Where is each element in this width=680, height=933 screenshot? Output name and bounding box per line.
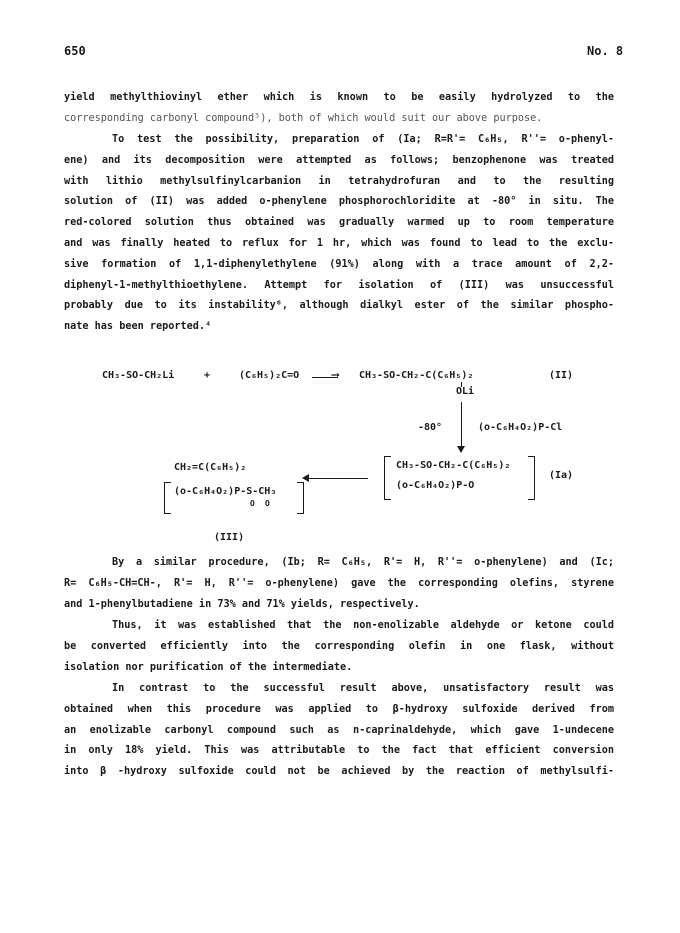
arrow-left-shaft [306, 478, 368, 479]
text-line: be converted efficiently into the corresponding olefin in one flask, without [64, 640, 614, 652]
bracket-left-III [164, 482, 171, 514]
compound-III: (o-C₆H₄O₂)P-S-CH₃ [174, 486, 277, 497]
bracket-right [528, 456, 535, 500]
text-line: and 1-phenylbutadiene in 73% and 71% yields, respectively. [64, 598, 420, 610]
bracket-left [384, 456, 391, 500]
label-Ia: (Ia) [549, 470, 574, 481]
iii-oxygen-2: O [265, 499, 270, 508]
arrow-down-shaft [461, 402, 462, 448]
text-line: By a similar procedure, (Ib; R= C₆H₅, R'= H, R''= o-phenylene) and (Ic; [112, 557, 614, 568]
text-line: and was finally heated to reflux for 1 hr, which was found to lead to the exclu- [64, 237, 614, 249]
paragraph-1 [64, 88, 614, 130]
text-line: into β -hydroxy sulfoxide could not be achieved by the reaction of methylsulfi- [64, 766, 614, 778]
text-line: with lithio methylsulfinylcarbanion in tetrahydrofuran and to the resulting [64, 175, 614, 187]
text-line: isolation nor purification of the intermediate. [64, 661, 353, 673]
issue-number: No. 8 [587, 44, 624, 58]
arrow-shaft-1 [312, 377, 338, 378]
olefin-product: CH₂=C(C₆H₅)₂ [174, 462, 247, 473]
reactant-lithio: CH₃-SO-CH₂Li [102, 370, 175, 381]
temperature-label: -80° [418, 422, 443, 433]
text-line: To test the possibility, preparation of (Ia; R=R'= C₆H₅, R''= o-phenyl- [112, 134, 614, 145]
reaction-scheme [64, 368, 624, 548]
text-line: ene) and its decomposition were attempted as follows; benzophenone was treated [64, 154, 614, 166]
text-line: corresponding carbonyl compound⁵), both of which would suit our above purpose. [64, 112, 543, 124]
label-II: (II) [549, 370, 574, 381]
text-line: obtained when this procedure was applied to β-hydroxy sulfoxide derived from [64, 703, 614, 715]
paragraph-2 [64, 130, 614, 338]
text-line: R= C₆H₅-CH=CH-, R'= H, R''= o-phenylene) gave the corresponding olefins, styrene [64, 577, 614, 589]
arrow-down-head [457, 446, 465, 453]
label-III: (III) [214, 532, 245, 543]
paragraph-3 [64, 553, 614, 615]
reactant-benzophenone: (C₆H₅)₂C=O [239, 370, 300, 381]
text-line: diphenyl-1-methylthioethylene. Attempt for isolation of (III) was unsuccessful [64, 279, 614, 291]
paragraph-5 [64, 679, 614, 783]
ia-line-2: (o-C₆H₄O₂)P-O [396, 480, 475, 491]
text-line: sive formation of 1,1-diphenylethylene (91%) along with a trace amount of 2,2- [64, 258, 614, 270]
bond-line [461, 382, 462, 387]
ia-line-1: CH₃-SO-CH₂-C(C₆H₅)₂ [396, 460, 511, 471]
page-number: 650 [64, 44, 86, 58]
text-line: yield methylthiovinyl ether which is known to be easily hydrolyzed to the [64, 92, 614, 103]
text-line: In contrast to the successful result above, unsatisfactory result was [112, 683, 614, 694]
text-line: an enolizable carbonyl compound such as n-caprinaldehyde, which gave 1-undecene [64, 724, 614, 736]
product-II: CH₃-SO-CH₂-C(C₆H₅)₂ [359, 370, 474, 381]
text-line: nate has been reported.⁴ [64, 321, 212, 333]
iii-oxygen-1: O [250, 499, 255, 508]
text-line: red-colored solution thus obtained was gradually warmed up to room temperature [64, 217, 614, 229]
arrow-left-head [302, 474, 309, 482]
oli-group: OLi [456, 386, 475, 397]
reagent-label: (o-C₆H₄O₂)P-Cl [478, 422, 563, 433]
text-line: Thus, it was established that the non-enolizable aldehyde or ketone could [112, 620, 614, 631]
bracket-right-III [297, 482, 304, 514]
plus-sign: + [204, 370, 211, 381]
text-line: in only 18% yield. This was attributable to the fact that efficient conversion [64, 745, 614, 757]
paragraph-4 [64, 616, 614, 678]
arrow-head-1: ⟶ [332, 368, 339, 381]
text-line: solution of (II) was added o-phenylene phosphorochloridite at -80° in situ. The [64, 196, 614, 208]
text-line: probably due to its instability⁶, although dialkyl ester of the similar phospho- [64, 300, 614, 312]
